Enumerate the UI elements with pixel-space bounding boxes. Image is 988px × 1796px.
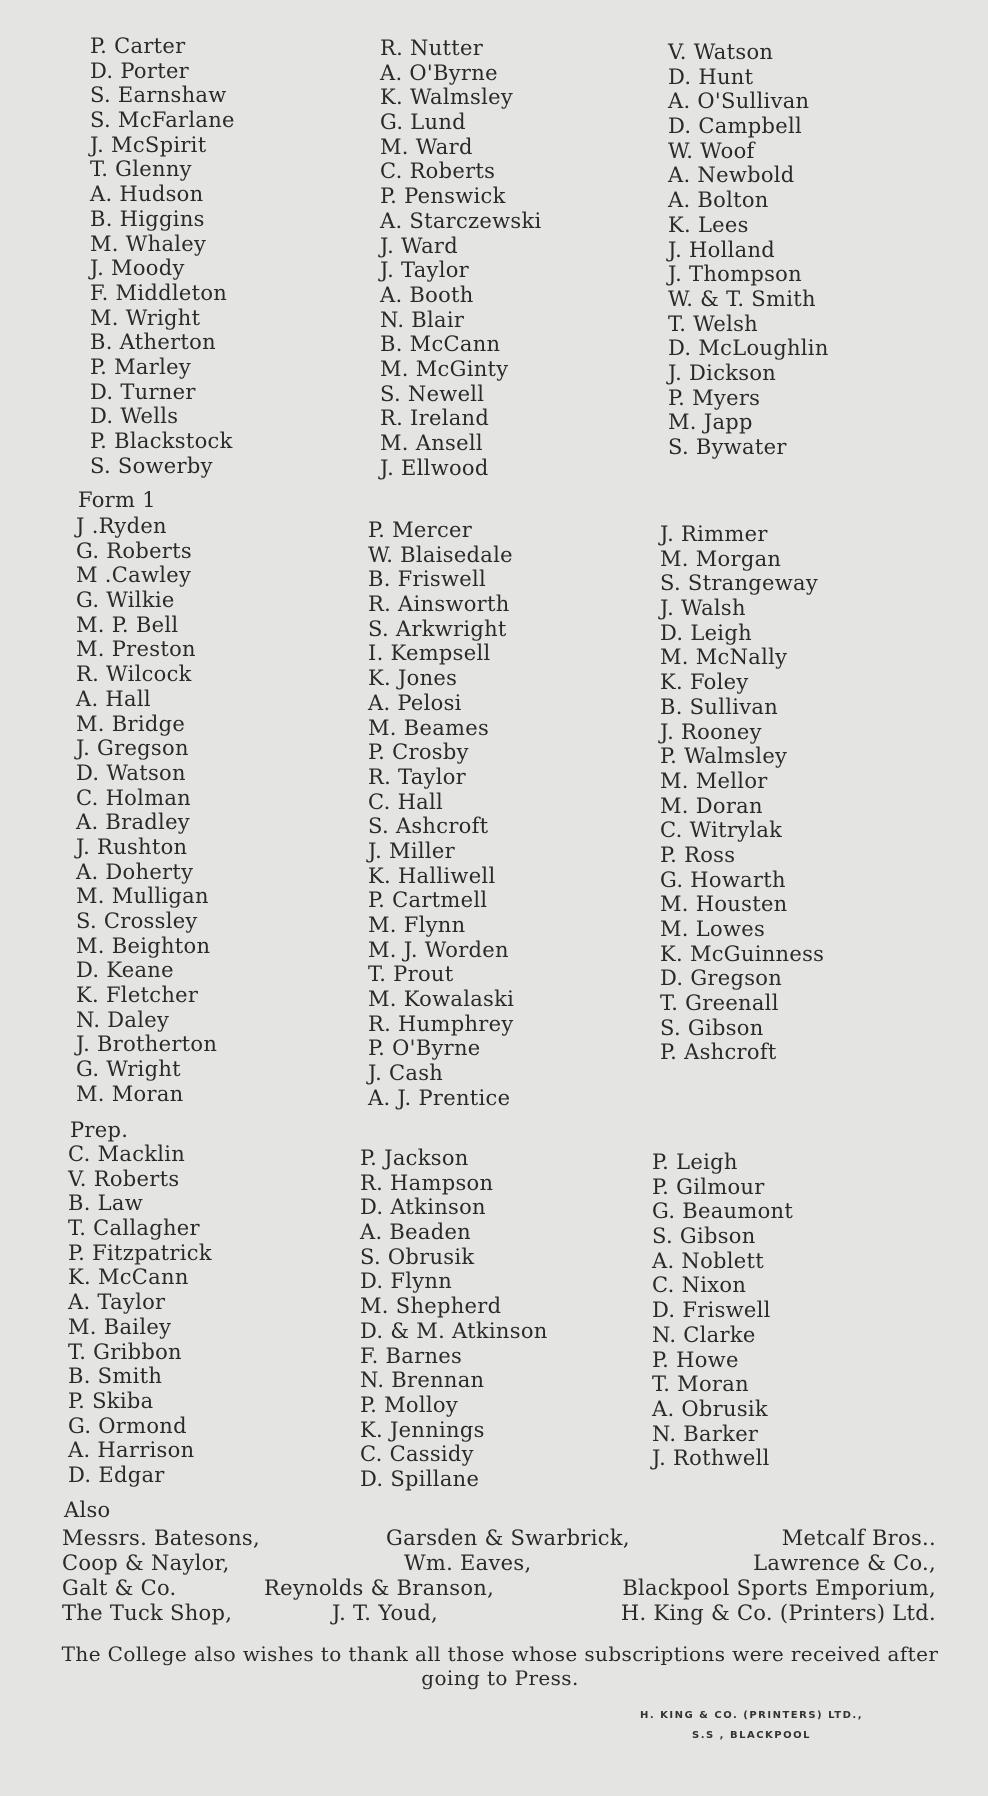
printer-imprint-line-2: S.S , BLACKPOOL — [692, 1730, 811, 1741]
subscriber-name: M. Flynn — [368, 913, 466, 937]
sponsors-row-4 — [62, 1601, 938, 1625]
subscriber-name: A. Starczewski — [380, 208, 542, 233]
sponsors-heading: Also — [64, 1498, 111, 1522]
subscriber-name: A. Beaden — [360, 1220, 471, 1245]
subscriber-name: A. Bolton — [668, 188, 769, 213]
subscriber-name: T. Greenall — [660, 991, 779, 1016]
subscriber-name: S. McFarlane — [90, 108, 235, 133]
subscriber-name: J. Moody — [90, 256, 185, 281]
sponsors-row-3 — [62, 1576, 938, 1600]
sponsor-name: Coop & Naylor, — [62, 1551, 230, 1575]
subscriber-name: S. Sowerby — [90, 453, 213, 478]
sponsor-name: Garsden & Swarbrick, — [386, 1526, 630, 1550]
subscriber-name: C. Cassidy — [360, 1442, 474, 1467]
subscriber-name: K. McGuinness — [660, 941, 825, 966]
subscriber-name: A. Hudson — [90, 182, 204, 207]
subscriber-name: D. Atkinson — [360, 1195, 486, 1220]
subscriber-name: T. Welsh — [668, 311, 758, 336]
subscriber-name: N. Clarke — [652, 1322, 756, 1347]
subscriber-name: R. Nutter — [380, 36, 484, 60]
name-column-2 — [368, 518, 514, 1111]
subscriber-name: R. Wilcock — [76, 662, 192, 687]
subscriber-name: M. Morgan — [660, 546, 782, 571]
subscriber-name: M. Preston — [76, 637, 196, 662]
subscriber-name: A. Harrison — [68, 1438, 195, 1463]
subscriber-name: S. Gibson — [660, 1015, 764, 1040]
name-column-1 — [90, 34, 235, 478]
subscriber-name: P. Ashcroft — [660, 1040, 777, 1065]
subscriber-name: M. J. Worden — [368, 937, 509, 962]
subscriber-name: T. Moran — [652, 1372, 749, 1397]
subscriber-name: D. Watson — [76, 760, 186, 785]
subscriber-name: M. Wright — [90, 305, 201, 330]
subscriber-name: A. O'Byrne — [380, 60, 498, 85]
sponsors-row-2 — [62, 1551, 938, 1575]
subscriber-name: D. Edgar — [68, 1462, 165, 1487]
subscriber-name: D. Keane — [76, 958, 174, 983]
subscriber-name: D. Wells — [90, 404, 179, 429]
name-column-1 — [68, 1142, 212, 1488]
subscriber-name: J. Rimmer — [660, 522, 768, 546]
subscriber-name: N. Brennan — [360, 1368, 485, 1393]
subscriber-name: A. J. Prentice — [368, 1085, 511, 1110]
subscriber-name: S. Strangeway — [660, 571, 819, 596]
subscriber-name: M. Beames — [368, 715, 490, 740]
subscriber-name: M. McNally — [660, 645, 788, 670]
subscriber-name: J. Brotherton — [76, 1032, 218, 1057]
subscriber-name: M. Ansell — [380, 431, 483, 455]
subscriber-name: G. Beaumont — [652, 1199, 794, 1224]
subscriber-name: A. Bradley — [76, 810, 190, 835]
subscriber-name: S. Crossley — [76, 909, 198, 933]
subscriber-name: A. Taylor — [68, 1290, 166, 1315]
subscriber-name: K. McCann — [68, 1265, 189, 1290]
subscriber-name: S. Ashcroft — [368, 814, 489, 839]
subscriber-name: S. Newell — [380, 381, 485, 406]
subscriber-name: M. Kowalaski — [368, 987, 515, 1012]
subscriber-name: B. Law — [68, 1191, 144, 1216]
subscriber-name: G. Lund — [380, 110, 466, 135]
subscriber-name: P. Blackstock — [90, 429, 233, 453]
subscriber-name: C. Hall — [368, 789, 444, 814]
name-column-1 — [76, 514, 217, 1107]
subscriber-name: S. Arkwright — [368, 616, 507, 641]
subscriber-name: P. Gilmour — [652, 1174, 765, 1199]
subscriber-name: A. Noblett — [652, 1248, 764, 1273]
subscriber-name: D. Porter — [90, 58, 190, 83]
name-column-3 — [668, 40, 829, 460]
name-column-3 — [652, 1150, 793, 1471]
subscriber-name: M. Housten — [660, 892, 788, 917]
subscriber-name: P. Fitzpatrick — [68, 1240, 212, 1265]
subscriber-name: M. Mulligan — [76, 884, 209, 909]
subscriber-name: K. Fletcher — [76, 983, 199, 1008]
subscriber-name: B. Sullivan — [660, 694, 779, 719]
subscriber-name: P. Howe — [652, 1347, 739, 1372]
subscriber-name: R. Hampson — [360, 1170, 494, 1195]
subscriber-name: W. Blaisedale — [368, 542, 513, 567]
subscriber-name: T. Gribbon — [68, 1339, 182, 1364]
subscriber-name: M. Japp — [668, 410, 753, 435]
subscriber-name: P. O'Byrne — [368, 1036, 481, 1061]
subscriber-name: J. Ward — [380, 233, 458, 258]
subscriber-name: T. Glenny — [90, 157, 192, 182]
subscriber-name: M. Beighton — [76, 933, 211, 958]
subscriber-name: D. Hunt — [668, 64, 754, 89]
subscriber-name: M. Mellor — [660, 768, 768, 793]
subscriber-name: V. Watson — [668, 40, 774, 64]
subscriber-name: W. Woof — [668, 138, 755, 163]
subscriber-name: M. P. Bell — [76, 612, 179, 637]
subscriber-name: D. Friswell — [652, 1298, 771, 1323]
name-column-2 — [360, 1146, 548, 1492]
subscriber-name: K. Foley — [660, 670, 749, 695]
subscriber-name: K. Halliwell — [368, 863, 496, 888]
subscriber-name: R. Ireland — [380, 406, 490, 431]
subscriber-name: C. Nixon — [652, 1273, 747, 1298]
subscriber-name: D. Flynn — [360, 1269, 453, 1294]
subscriber-name: P. Mercer — [368, 518, 473, 542]
subscriber-name: J .Ryden — [76, 514, 167, 538]
subscriber-name: D. McLoughlin — [668, 336, 829, 361]
sponsor-name: J. T. Youd, — [332, 1601, 439, 1625]
subscriber-name: D. Campbell — [668, 114, 802, 139]
subscriber-name: P. Penswick — [380, 184, 506, 209]
sponsor-name: Metcalf Bros.. — [781, 1526, 936, 1550]
subscriber-name: D. Gregson — [660, 966, 783, 991]
subscriber-name: G. Roberts — [76, 538, 192, 563]
sponsor-name: The Tuck Shop, — [62, 1601, 233, 1625]
subscriber-name: K. Jennings — [360, 1417, 485, 1442]
subscriber-name: J. Cash — [368, 1061, 444, 1086]
subscriber-name: J. Thompson — [668, 262, 802, 287]
subscriber-name: R. Ainsworth — [368, 592, 510, 617]
subscriber-name: C. Macklin — [68, 1142, 186, 1166]
subscriber-name: J. McSpirit — [90, 132, 207, 157]
subscriber-name: M. Shepherd — [360, 1294, 502, 1319]
subscriber-name: G. Wilkie — [76, 588, 175, 613]
printer-imprint-line-1: H. KING & CO. (PRINTERS) LTD., — [640, 1710, 864, 1721]
subscriber-name: A. Newbold — [668, 163, 795, 188]
sponsor-name: Messrs. Batesons, — [62, 1526, 260, 1550]
subscriber-name: A. O'Sullivan — [668, 89, 810, 114]
subscriber-name: G. Howarth — [660, 867, 786, 892]
subscriber-name: J. Rooney — [660, 719, 762, 744]
subscriber-name: J. Walsh — [660, 596, 746, 621]
subscriber-name: R. Taylor — [368, 764, 467, 789]
subscriber-name: P. Walmsley — [660, 744, 788, 769]
subscriber-name: R. Humphrey — [368, 1011, 514, 1036]
subscriber-name: W. & T. Smith — [668, 286, 816, 311]
sponsor-name: H. King & Co. (Printers) Ltd. — [620, 1601, 936, 1625]
subscriber-name: B. Smith — [68, 1364, 163, 1389]
subscriber-name: P. Cartmell — [368, 888, 488, 913]
thanks-note: The College also wishes to thank all those whose subscriptions were received after going to Press. — [61, 1642, 939, 1690]
subscriber-name: F. Middleton — [90, 280, 228, 305]
subscriber-name: C. Holman — [76, 785, 192, 810]
subscriber-name: M. Whaley — [90, 231, 207, 256]
subscriber-name: M. Lowes — [660, 917, 766, 941]
sponsors-row-1 — [62, 1526, 938, 1550]
sponsor-name: Reynolds & Branson, — [264, 1576, 495, 1600]
subscriber-name: G. Ormond — [68, 1413, 187, 1438]
subscriber-name: S. Obrusik — [360, 1244, 475, 1269]
prep-heading: Prep. — [70, 1118, 129, 1142]
subscriber-name: M .Cawley — [76, 563, 192, 588]
subscriber-name: G. Wright — [76, 1057, 181, 1082]
subscriber-name: J. Rushton — [76, 834, 188, 859]
subscriber-name: P. Crosby — [368, 740, 469, 765]
subscriber-name: M. McGinty — [380, 356, 509, 381]
subscriber-name: J. Rothwell — [652, 1446, 770, 1471]
subscriber-name: P. Ross — [660, 842, 736, 867]
subscriber-name: J. Miller — [368, 838, 455, 863]
subscriber-name: J. Gregson — [76, 736, 189, 761]
subscriber-name: I. Kempsell — [368, 641, 491, 666]
subscriber-name: J. Holland — [668, 237, 776, 262]
subscriber-name: J. Dickson — [668, 360, 777, 385]
subscriber-name: M. Doran — [660, 793, 763, 818]
subscriber-name: A. Pelosi — [368, 690, 462, 715]
subscriber-name: P. Leigh — [652, 1150, 738, 1174]
subscriber-name: A. Booth — [380, 282, 474, 307]
subscriber-name: P. Jackson — [360, 1146, 469, 1170]
subscriber-name: C. Roberts — [380, 159, 496, 184]
subscriber-name: B. Higgins — [90, 206, 205, 231]
subscriber-name: M. Ward — [380, 134, 473, 159]
subscriber-name: D. Turner — [90, 379, 196, 404]
subscriber-name: D. Leigh — [660, 620, 752, 645]
subscriber-name: S. Gibson — [652, 1224, 756, 1249]
printer-imprint — [640, 1706, 863, 1746]
subscriber-name: B. Friswell — [368, 567, 487, 592]
subscriber-name: K. Lees — [668, 212, 749, 237]
subscriber-name: N. Daley — [76, 1007, 170, 1032]
sponsor-name: Galt & Co. — [62, 1576, 177, 1600]
subscriber-name: M. Moran — [76, 1081, 184, 1106]
sponsor-name: Lawrence & Co., — [753, 1551, 936, 1575]
subscriber-name: S. Bywater — [668, 435, 787, 459]
subscriber-name: B. McCann — [380, 332, 501, 357]
subscriber-name: J. Taylor — [380, 258, 469, 283]
subscriber-name: P. Carter — [90, 34, 186, 58]
subscriber-name: P. Marley — [90, 354, 191, 379]
subscriber-name: K. Walmsley — [380, 85, 514, 110]
subscriber-name: D. & M. Atkinson — [360, 1318, 548, 1343]
form-1-heading: Form 1 — [78, 488, 156, 512]
subscriber-name: N. Blair — [380, 307, 465, 332]
subscriber-name: F. Barnes — [360, 1343, 463, 1368]
sponsor-name: Wm. Eaves, — [404, 1551, 532, 1575]
subscriber-name: S. Earnshaw — [90, 83, 227, 108]
sponsor-name: Blackpool Sports Emporium, — [622, 1576, 936, 1600]
subscriber-name: P. Skiba — [68, 1388, 154, 1413]
subscriber-name: P. Myers — [668, 385, 761, 410]
name-column-3 — [660, 522, 824, 1065]
subscriber-name: K. Jones — [368, 666, 458, 691]
subscriber-name: T. Prout — [368, 962, 454, 987]
subscriber-name: A. Obrusik — [652, 1396, 768, 1421]
subscriber-name: N. Barker — [652, 1421, 759, 1446]
subscriber-name: P. Molloy — [360, 1392, 459, 1417]
name-column-2 — [380, 36, 542, 480]
subscriber-name: M. Bailey — [68, 1314, 172, 1339]
subscriber-name: T. Callagher — [68, 1216, 200, 1241]
subscriber-name: A. Hall — [76, 686, 151, 711]
subscriber-name: V. Roberts — [68, 1166, 180, 1191]
subscriber-name: J. Ellwood — [380, 455, 489, 480]
subscriber-name: B. Atherton — [90, 330, 216, 355]
subscriber-name: C. Witrylak — [660, 818, 783, 843]
subscriber-name: M. Bridge — [76, 711, 186, 736]
subscriber-name: D. Spillane — [360, 1466, 480, 1491]
subscriber-name: A. Doherty — [76, 859, 194, 884]
